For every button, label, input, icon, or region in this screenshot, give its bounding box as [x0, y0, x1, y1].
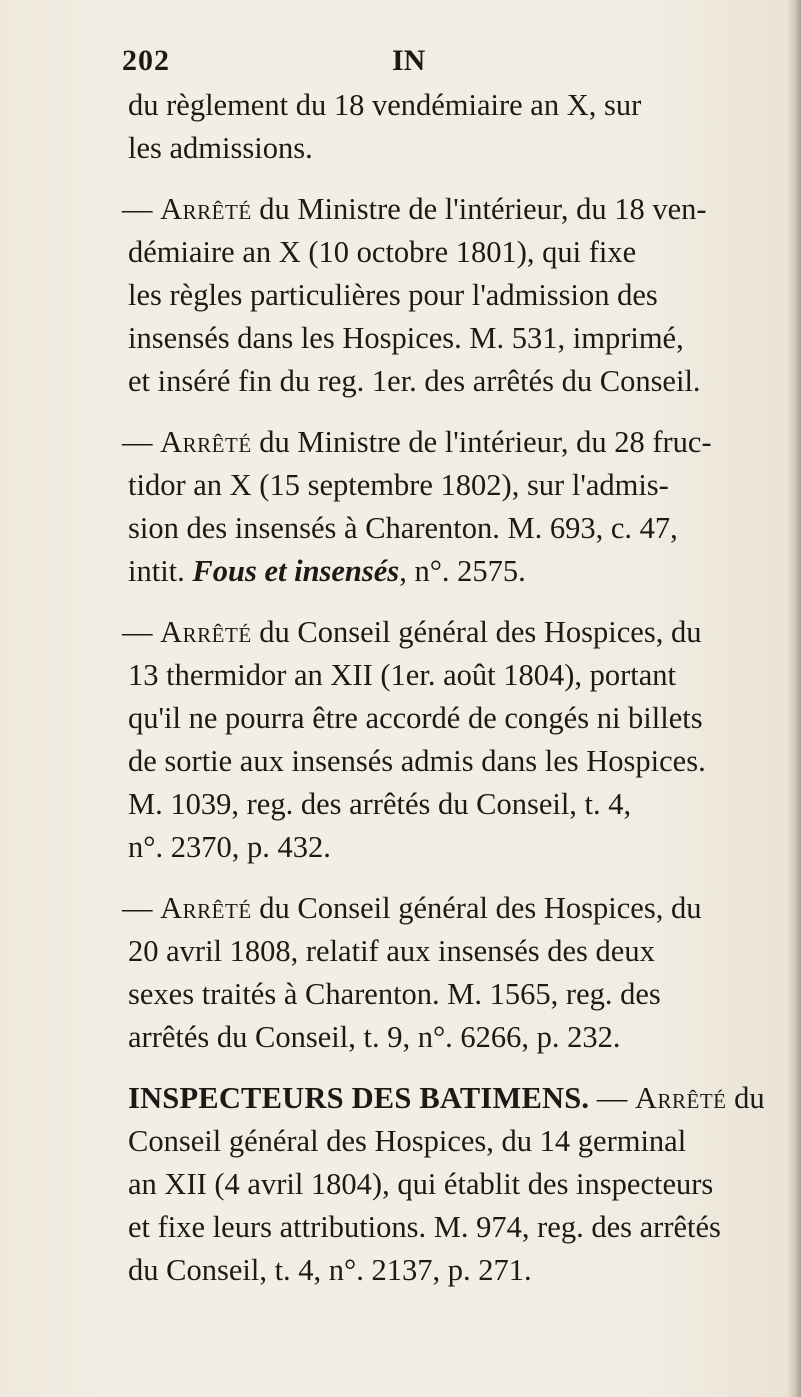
- text-line: tidor an X (15 septembre 1802), sur l'admis-: [128, 468, 669, 502]
- text-line: 13 thermidor an XII (1er. août 1804), portant: [128, 658, 677, 692]
- text-line: M. 1039, reg. des arrêtés du Conseil, t. 4,: [128, 787, 632, 821]
- em-dash: —: [122, 425, 161, 459]
- text-line: arrêtés du Conseil, t. 9, n°. 6266, p. 232.: [128, 1020, 621, 1054]
- body-text: [122, 84, 768, 1310]
- text-line: [122, 421, 768, 464]
- heading-entry: [128, 1077, 768, 1292]
- text-line: sexes traités à Charenton. M. 1565, reg. des: [128, 977, 661, 1011]
- italic-title: Fous et insensés: [192, 554, 400, 588]
- page-edge-shadow: [787, 0, 801, 1397]
- text-line: qu'il ne pourra être accordé de congés ni billets: [128, 701, 703, 735]
- arrete-entry: [122, 611, 768, 869]
- text-line: et inséré fin du reg. 1er. des arrêtés du Conseil.: [128, 364, 701, 398]
- text-run: du Conseil général des Hospices, du: [251, 891, 702, 925]
- entry-lead: Arrêté: [634, 1081, 727, 1115]
- text-line: [128, 550, 768, 593]
- text-run: du Ministre de l'intérieur, du 18 ven-: [251, 192, 707, 226]
- text-paragraph: [128, 84, 768, 170]
- text-line: n°. 2370, p. 432.: [128, 830, 331, 864]
- entry-lead: Arrêté: [160, 192, 252, 226]
- text-run: du Ministre de l'intérieur, du 28 fruc-: [251, 425, 712, 459]
- text-run: —: [589, 1081, 635, 1115]
- em-dash: —: [122, 891, 161, 925]
- text-line: an XII (4 avril 1804), qui établit des inspecteurs: [128, 1167, 714, 1201]
- page-number: 202: [122, 44, 170, 77]
- text-line: [128, 1077, 768, 1120]
- text-line: démiaire an X (10 octobre 1801), qui fixe: [128, 235, 637, 269]
- text-line: les règles particulières pour l'admission des: [128, 278, 658, 312]
- text-line: de sortie aux insensés admis dans les Hospices.: [128, 744, 706, 778]
- entry-lead: Arrêté: [160, 891, 252, 925]
- entry-lead: Arrêté: [160, 615, 252, 649]
- text-line: Conseil général des Hospices, du 14 germinal: [128, 1124, 687, 1158]
- text-run: du Conseil général des Hospices, du: [251, 615, 702, 649]
- running-head: [0, 44, 801, 84]
- arrete-entry: [122, 188, 768, 403]
- arrete-entry: [122, 887, 768, 1059]
- text-line: 20 avril 1808, relatif aux insensés des deux: [128, 934, 655, 968]
- entry-lead: Arrêté: [160, 425, 252, 459]
- text-line: et fixe leurs attributions. M. 974, reg. des arrêtés: [128, 1210, 721, 1244]
- text-line: [122, 887, 768, 930]
- text-line: les admissions.: [128, 131, 313, 165]
- text-line: du Conseil, t. 4, n°. 2137, p. 271.: [128, 1253, 532, 1287]
- text-run: , n°. 2575.: [399, 554, 526, 588]
- text-run: du: [726, 1081, 765, 1115]
- section-heading: INSPECTEURS DES BATIMENS.: [128, 1081, 590, 1115]
- text-line: du règlement du 18 vendémiaire an X, sur: [128, 88, 642, 122]
- em-dash: —: [122, 192, 161, 226]
- text-line: [122, 188, 768, 231]
- text-run: intit.: [128, 554, 193, 588]
- arrete-entry: [122, 421, 768, 593]
- section-letters: IN: [392, 44, 426, 77]
- em-dash: —: [122, 615, 161, 649]
- text-line: insensés dans les Hospices. M. 531, imprimé,: [128, 321, 684, 355]
- text-line: [122, 611, 768, 654]
- text-line: sion des insensés à Charenton. M. 693, c. 47,: [128, 511, 678, 545]
